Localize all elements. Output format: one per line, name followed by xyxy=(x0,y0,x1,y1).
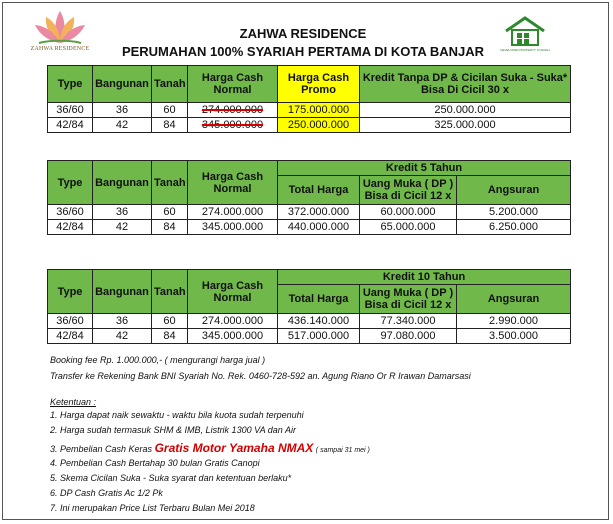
cell-bangunan: 36 xyxy=(93,103,152,118)
list-item-label: 3. Pembelian Cash Keras xyxy=(50,444,153,454)
developer-house-logo xyxy=(500,15,550,57)
table-row xyxy=(48,205,571,220)
cell-promo: 250.000.000 xyxy=(278,118,360,133)
col-angsuran: Angsuran xyxy=(457,176,571,205)
cell-tanah: 84 xyxy=(152,118,188,133)
cell-type: 36/60 xyxy=(48,205,93,220)
col-type: Type xyxy=(48,161,93,205)
right-logo-caption: DEVELOPER PROPERTY SYARIAH xyxy=(500,48,550,52)
col-bangunan: Bangunan xyxy=(93,161,152,205)
zahwa-lotus-logo xyxy=(25,9,95,55)
cell-tanah: 84 xyxy=(152,329,188,344)
col-harga-cash-promo-label: Harga Cash Promo xyxy=(287,72,350,96)
kredit-5-tahun-table xyxy=(47,160,571,235)
cell-normal: 274.000.000 xyxy=(188,314,278,329)
promo-deadline: ( sampai 31 mei ) xyxy=(315,447,370,454)
list-item: 7. Ini merupakan Price List Terbaru Bulan Mei 2018 xyxy=(50,503,255,513)
cell-normal: 345.000.000 xyxy=(188,329,278,344)
cell-normal: 345.000.000 xyxy=(188,220,278,235)
col-type: Type xyxy=(48,270,93,314)
price-list-sheet xyxy=(2,2,609,520)
table-row xyxy=(48,314,571,329)
col-total-harga: Total Harga xyxy=(278,285,360,314)
col-tanah: Tanah xyxy=(152,161,188,205)
cell-promo: 175.000.000 xyxy=(278,103,360,118)
booking-fee-note: Booking fee Rp. 1.000.000,- ( mengurangi harga jual ) xyxy=(50,355,266,365)
strikethrough-price: 274.000.000 xyxy=(201,104,264,116)
cell-bangunan: 42 xyxy=(93,220,152,235)
list-item: 6. DP Cash Gratis Ac 1/2 Pk xyxy=(50,488,163,498)
strikethrough-price: 345.000.000 xyxy=(201,119,264,131)
kredit-10-tahun-table xyxy=(47,269,571,344)
table-row xyxy=(48,329,571,344)
list-item: 4. Pembelian Cash Bertahap 30 bulan Gratis Canopi xyxy=(50,458,260,468)
col-uang-muka-label: Uang Muka ( DP ) Bisa di Cicil 12 x xyxy=(362,287,454,311)
cell-angsuran: 5.200.000 xyxy=(457,205,571,220)
cell-kredit: 250.000.000 xyxy=(360,103,571,118)
cell-bangunan: 42 xyxy=(93,118,152,133)
cell-total: 517.000.000 xyxy=(278,329,360,344)
cell-bangunan: 36 xyxy=(93,314,152,329)
col-uang-muka-label: Uang Muka ( DP ) Bisa di Cicil 12 x xyxy=(362,178,454,202)
cell-tanah: 60 xyxy=(152,103,188,118)
cell-normal: 274.000.000 xyxy=(188,205,278,220)
cell-total: 440.000.000 xyxy=(278,220,360,235)
list-item xyxy=(50,441,370,455)
page-title: ZAHWA RESIDENCE xyxy=(239,26,367,41)
col-tanah: Tanah xyxy=(152,270,188,314)
group-kredit-10-tahun: Kredit 10 Tahun xyxy=(278,270,571,285)
lotus-icon xyxy=(25,9,95,47)
house-icon xyxy=(500,15,550,47)
col-total-harga: Total Harga xyxy=(278,176,360,205)
cell-tanah: 60 xyxy=(152,205,188,220)
col-uang-muka xyxy=(360,285,457,314)
ketentuan-title: Ketentuan : xyxy=(50,397,97,407)
group-kredit-5-tahun: Kredit 5 Tahun xyxy=(278,161,571,176)
col-uang-muka xyxy=(360,176,457,205)
col-kredit-label: Kredit Tanpa DP & Cicilan Suka - Suka* Bisa Di Cicil 30 x xyxy=(362,72,568,96)
cell-angsuran: 3.500.000 xyxy=(457,329,571,344)
table-row xyxy=(48,118,571,133)
cell-bangunan: 42 xyxy=(93,329,152,344)
cell-total: 436.140.000 xyxy=(278,314,360,329)
table-row xyxy=(48,220,571,235)
col-harga-cash-normal xyxy=(188,161,278,205)
list-item: 5. Skema Cicilan Suka - Suka syarat dan ketentuan berlaku* xyxy=(50,473,292,483)
cell-type: 42/84 xyxy=(48,329,93,344)
cell-type: 42/84 xyxy=(48,118,93,133)
page-subtitle: PERUMAHAN 100% SYARIAH PERTAMA DI KOTA BANJAR xyxy=(121,44,485,59)
cell-tanah: 84 xyxy=(152,220,188,235)
col-harga-cash-normal-label: Harga Cash Normal xyxy=(201,72,264,96)
table-row xyxy=(48,103,571,118)
col-harga-cash-normal-label: Harga Cash Normal xyxy=(201,170,264,195)
col-harga-cash-normal xyxy=(188,66,278,103)
cell-type: 36/60 xyxy=(48,314,93,329)
list-item: 1. Harga dapat naik sewaktu - waktu bila kuota sudah terpenuhi xyxy=(50,410,304,420)
cell-type: 36/60 xyxy=(48,103,93,118)
cell-type: 42/84 xyxy=(48,220,93,235)
cell-bangunan: 36 xyxy=(93,205,152,220)
promo-highlight: Gratis Motor Yamaha NMAX xyxy=(154,441,314,455)
col-harga-cash-normal-label: Harga Cash Normal xyxy=(201,279,264,304)
cell-tanah: 60 xyxy=(152,314,188,329)
col-type: Type xyxy=(48,66,93,103)
cell-kredit: 325.000.000 xyxy=(360,118,571,133)
col-bangunan: Bangunan xyxy=(93,66,152,103)
cell-angsuran: 2.990.000 xyxy=(457,314,571,329)
list-item: 2. Harga sudah termasuk SHM & IMB, Listrik 1300 VA dan Air xyxy=(50,425,296,435)
col-angsuran: Angsuran xyxy=(457,285,571,314)
cell-total: 372.000.000 xyxy=(278,205,360,220)
col-harga-cash-normal xyxy=(188,270,278,314)
cell-normal xyxy=(188,103,278,118)
col-harga-cash-promo xyxy=(278,66,360,103)
cell-dp: 97.080.000 xyxy=(360,329,457,344)
cell-normal xyxy=(188,118,278,133)
cell-dp: 65.000.000 xyxy=(360,220,457,235)
col-kredit-tanpa-dp xyxy=(360,66,571,103)
transfer-note: Transfer ke Rekening Bank BNI Syariah No. Rek. 0460-728-592 an. Agung Riano Or R Irawan Damarsasi xyxy=(50,371,471,381)
cell-dp: 60.000.000 xyxy=(360,205,457,220)
col-tanah: Tanah xyxy=(152,66,188,103)
col-bangunan: Bangunan xyxy=(93,270,152,314)
cell-angsuran: 6.250.000 xyxy=(457,220,571,235)
cash-price-table xyxy=(47,65,571,133)
cell-dp: 77.340.000 xyxy=(360,314,457,329)
left-logo-caption: ZAHWA RESIDENCE xyxy=(30,46,90,52)
